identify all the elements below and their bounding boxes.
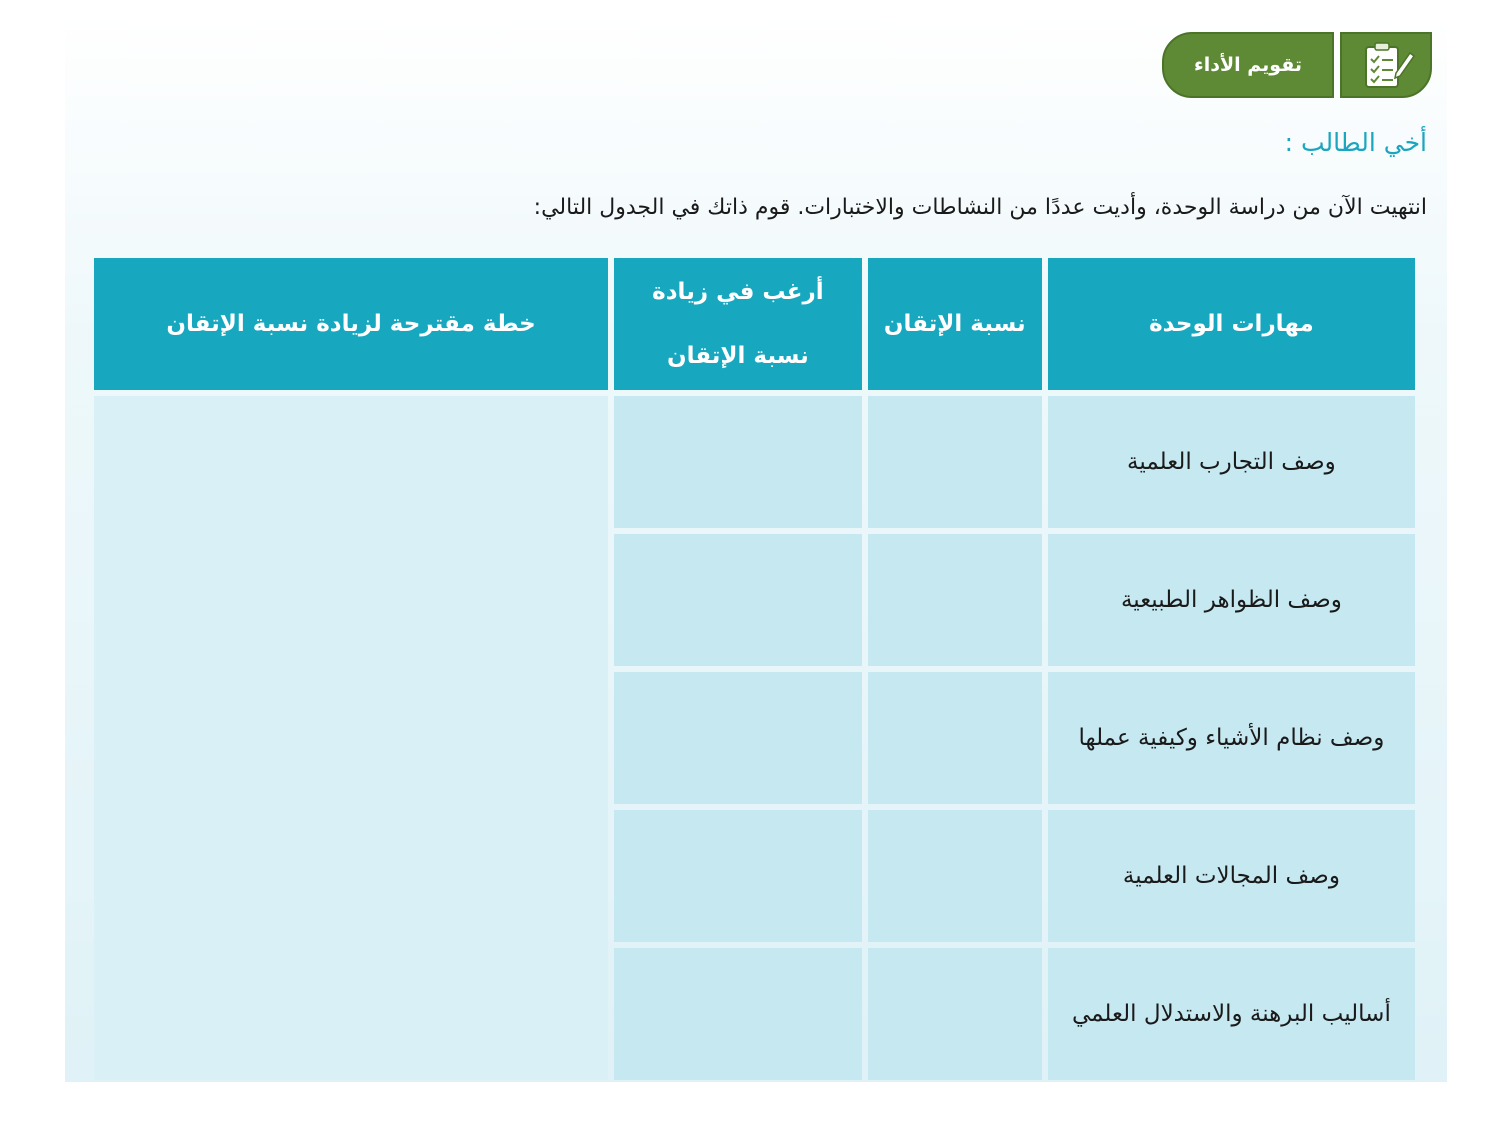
header-suggested-plan: خطة مقترحة لزيادة نسبة الإتقان <box>94 258 608 390</box>
mastery-cell[interactable] <box>868 810 1042 942</box>
instruction-text: انتهيت الآن من دراسة الوحدة، وأديت عددًا من النشاطات والاختبارات. قوم ذاتك في الجدول التالي: <box>533 195 1427 220</box>
want-increase-cell[interactable] <box>614 534 862 666</box>
want-increase-cell[interactable] <box>614 948 862 1080</box>
want-increase-cell[interactable] <box>614 396 862 528</box>
skill-cell: وصف التجارب العلمية <box>1048 396 1415 528</box>
mastery-cell[interactable] <box>868 948 1042 1080</box>
table-header-row <box>94 258 1415 390</box>
want-increase-cell[interactable] <box>614 672 862 804</box>
skill-cell: أساليب البرهنة والاستدلال العلمي <box>1048 948 1415 1080</box>
skill-cell: وصف الظواهر الطبيعية <box>1048 534 1415 666</box>
skill-cell: وصف نظام الأشياء وكيفية عملها <box>1048 672 1415 804</box>
table-row <box>94 396 1415 528</box>
clipboard-checklist-icon <box>1340 32 1432 98</box>
skill-cell: وصف المجالات العلمية <box>1048 810 1415 942</box>
mastery-cell[interactable] <box>868 672 1042 804</box>
want-increase-cell[interactable] <box>614 810 862 942</box>
header-want-increase: أرغب في زيادة نسبة الإتقان <box>614 258 862 390</box>
plan-cell[interactable] <box>94 396 608 1080</box>
greeting-heading: أخي الطالب : <box>1284 128 1427 157</box>
header-unit-skills: مهارات الوحدة <box>1048 258 1415 390</box>
self-assessment-table <box>88 252 1421 1082</box>
mastery-cell[interactable] <box>868 396 1042 528</box>
worksheet-page <box>65 15 1447 1082</box>
section-badge-title: تقويم الأداء <box>1162 32 1334 98</box>
mastery-cell[interactable] <box>868 534 1042 666</box>
header-mastery-percentage: نسبة الإتقان <box>868 258 1042 390</box>
section-badge <box>1162 32 1432 98</box>
